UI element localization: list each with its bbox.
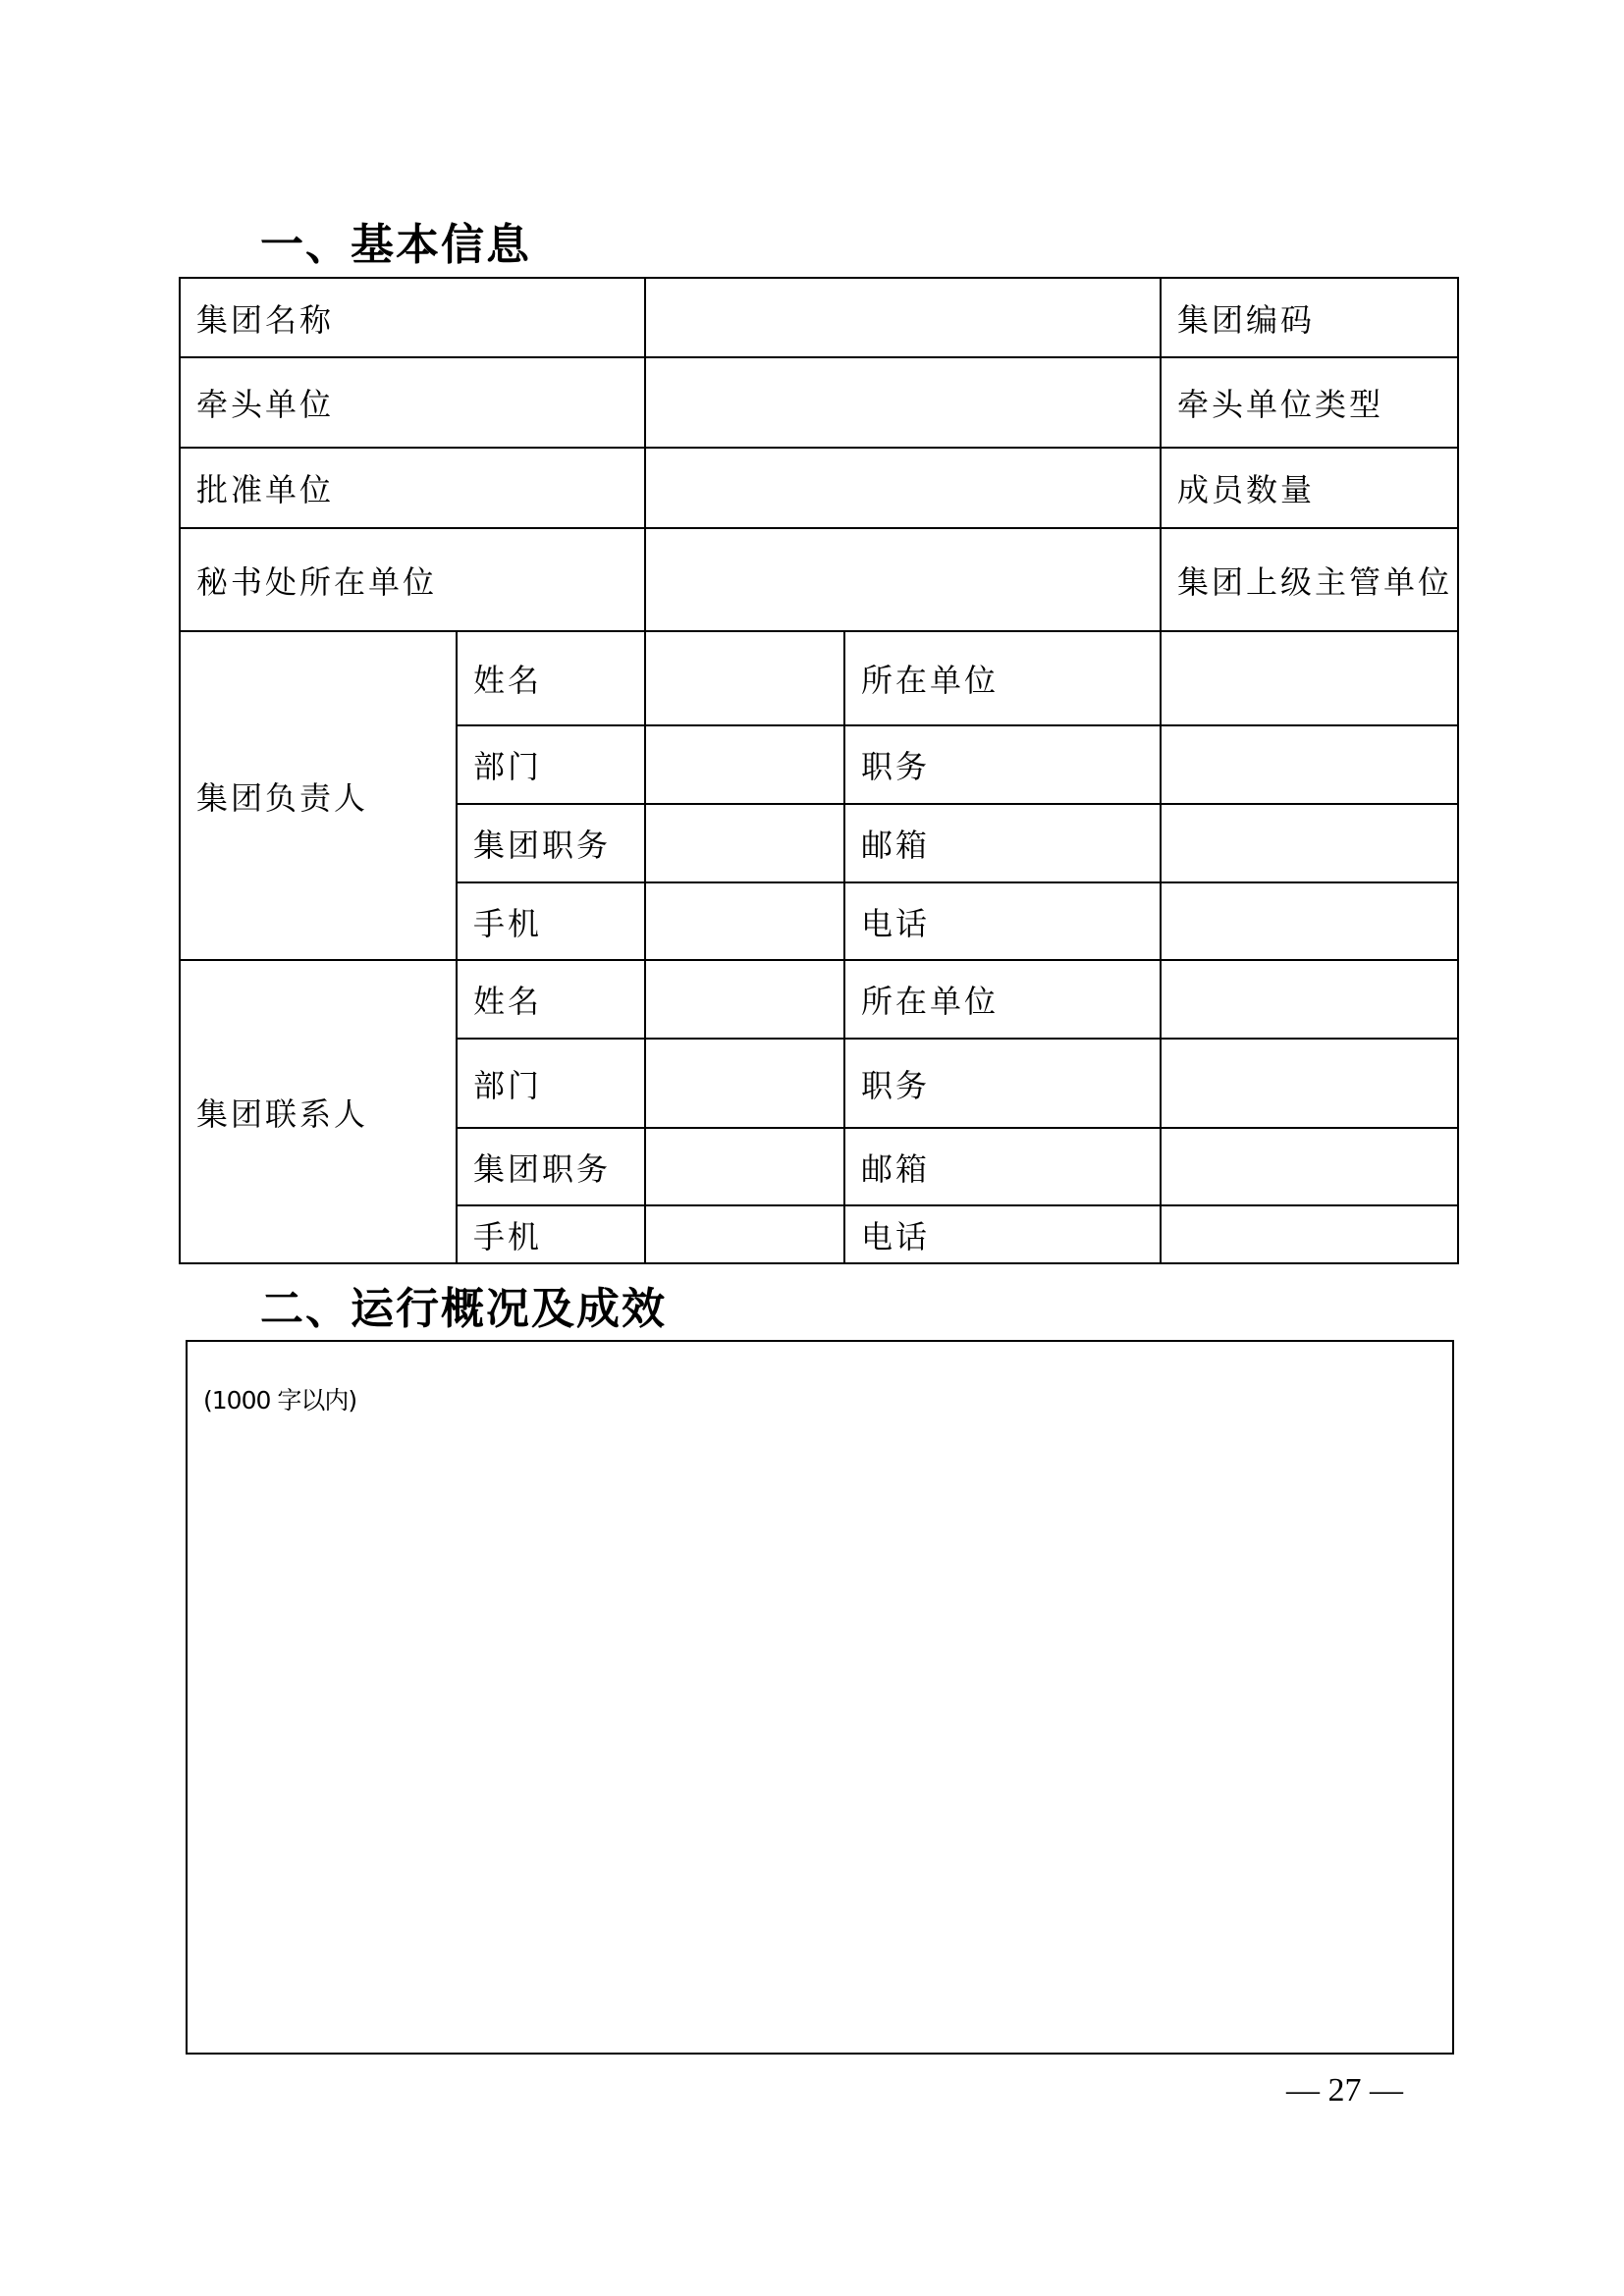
field-contact-name[interactable] bbox=[645, 960, 844, 1039]
label-group-code: 集团编码 bbox=[1161, 278, 1458, 357]
label-leader-group-position: 集团职务 bbox=[457, 804, 645, 882]
field-leader-phone[interactable] bbox=[1161, 882, 1458, 960]
field-contact-email[interactable] bbox=[1161, 1128, 1458, 1205]
field-contact-group-position[interactable] bbox=[645, 1128, 844, 1205]
field-leader-position[interactable] bbox=[1161, 725, 1458, 804]
label-contact-name: 姓名 bbox=[457, 960, 645, 1039]
label-leader-email: 邮箱 bbox=[844, 804, 1161, 882]
label-leader-name: 姓名 bbox=[457, 631, 645, 725]
word-limit-hint: (1000 字以内) bbox=[203, 1386, 357, 1415]
label-group-leader: 集团负责人 bbox=[180, 631, 457, 960]
table-row bbox=[180, 528, 1458, 631]
table-row bbox=[180, 357, 1458, 448]
section-title-basic-info: 一、基本信息 bbox=[260, 220, 531, 270]
field-leader-name[interactable] bbox=[645, 631, 844, 725]
field-contact-unit[interactable] bbox=[1161, 960, 1458, 1039]
label-lead-unit: 牵头单位 bbox=[180, 357, 645, 448]
field-leader-unit[interactable] bbox=[1161, 631, 1458, 725]
label-approval-unit: 批准单位 bbox=[180, 448, 645, 528]
label-member-count: 成员数量 bbox=[1161, 448, 1458, 528]
field-contact-department[interactable] bbox=[645, 1039, 844, 1128]
basic-info-table bbox=[179, 277, 1459, 1264]
label-contact-department: 部门 bbox=[457, 1039, 645, 1128]
field-leader-mobile[interactable] bbox=[645, 882, 844, 960]
field-group-name[interactable] bbox=[645, 278, 1161, 357]
label-leader-unit: 所在单位 bbox=[844, 631, 1161, 725]
label-group-name: 集团名称 bbox=[180, 278, 645, 357]
field-contact-position[interactable] bbox=[1161, 1039, 1458, 1128]
label-group-contact: 集团联系人 bbox=[180, 960, 457, 1263]
table-row bbox=[180, 278, 1458, 357]
field-approval-unit[interactable] bbox=[645, 448, 1161, 528]
field-leader-email[interactable] bbox=[1161, 804, 1458, 882]
label-contact-unit: 所在单位 bbox=[844, 960, 1161, 1039]
label-secretariat-unit: 秘书处所在单位 bbox=[180, 528, 645, 631]
label-leader-position: 职务 bbox=[844, 725, 1161, 804]
label-contact-position: 职务 bbox=[844, 1039, 1161, 1128]
label-leader-phone: 电话 bbox=[844, 882, 1161, 960]
field-secretariat-unit[interactable] bbox=[645, 528, 1161, 631]
table-row bbox=[180, 448, 1458, 528]
label-contact-email: 邮箱 bbox=[844, 1128, 1161, 1205]
table-row bbox=[180, 960, 1458, 1039]
table-row bbox=[180, 631, 1458, 725]
field-leader-group-position[interactable] bbox=[645, 804, 844, 882]
field-contact-phone[interactable] bbox=[1161, 1205, 1458, 1263]
label-contact-phone: 电话 bbox=[844, 1205, 1161, 1263]
page-number: — 27 — bbox=[1286, 2072, 1403, 2109]
field-contact-mobile[interactable] bbox=[645, 1205, 844, 1263]
label-lead-unit-type: 牵头单位类型 bbox=[1161, 357, 1458, 448]
label-leader-mobile: 手机 bbox=[457, 882, 645, 960]
label-contact-group-position: 集团职务 bbox=[457, 1128, 645, 1205]
label-contact-mobile: 手机 bbox=[457, 1205, 645, 1263]
field-leader-department[interactable] bbox=[645, 725, 844, 804]
field-lead-unit[interactable] bbox=[645, 357, 1161, 448]
operation-summary-box[interactable] bbox=[186, 1340, 1454, 2055]
label-superior-unit: 集团上级主管单位 bbox=[1161, 528, 1458, 631]
label-leader-department: 部门 bbox=[457, 725, 645, 804]
section-title-operation: 二、运行概况及成效 bbox=[260, 1284, 667, 1334]
